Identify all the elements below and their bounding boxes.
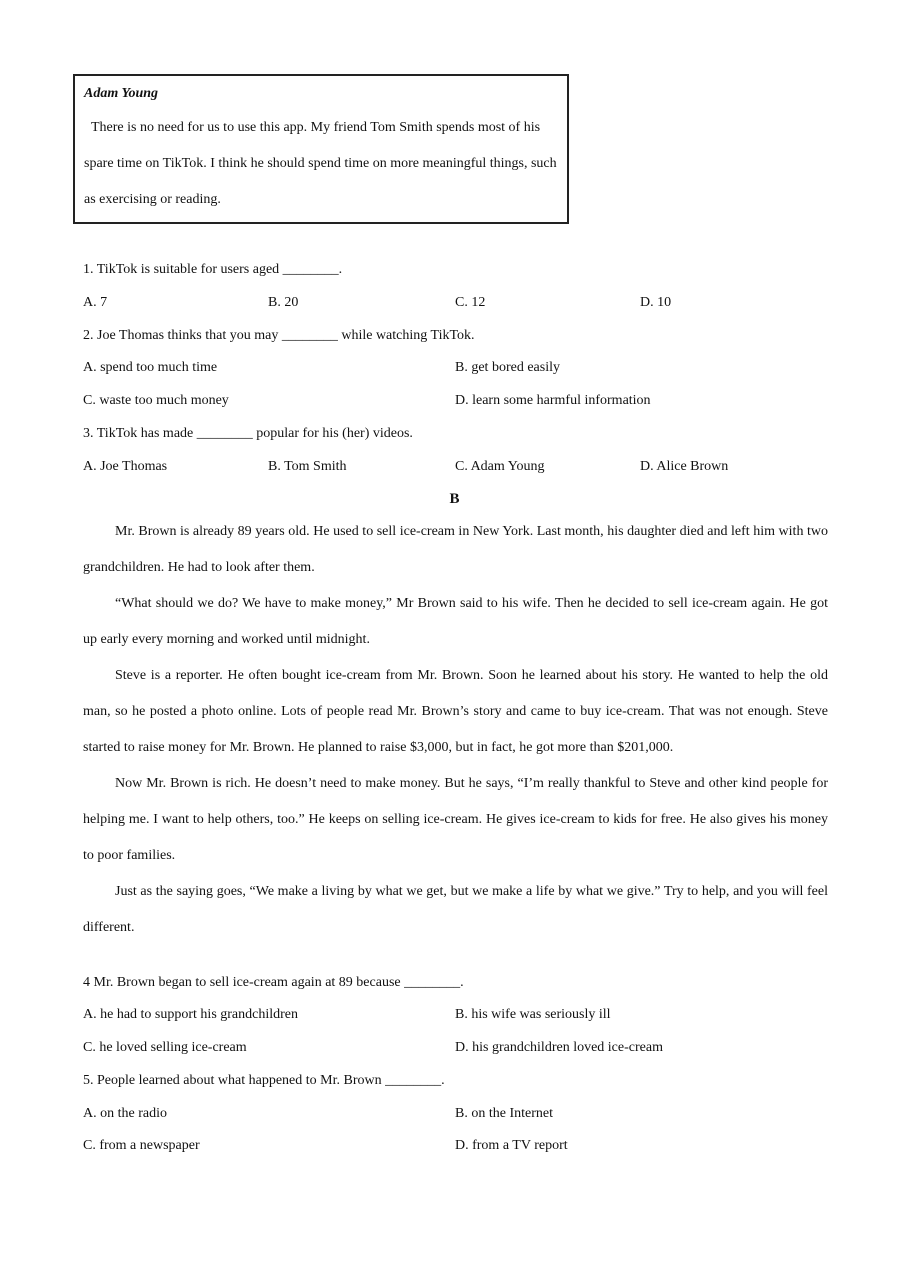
opinion-author: Adam Young [84, 86, 159, 101]
question-4-option-d[interactable]: D. his grandchildren loved ice-cream [455, 1040, 663, 1055]
question-5-option-a[interactable]: A. on the radio [83, 1106, 167, 1121]
opinion-text: There is no need for us to use this app. My friend Tom Smith spends most of his spare time on TikTok. I think he should spend time on more meaningful things, such as exercising or reading. [84, 120, 557, 207]
passage-paragraph-3: Steve is a reporter. He often bought ice-cream from Mr. Brown. Soon he learned about his story. He wanted to help the old man, so he posted a photo online. Lots of people read Mr. Brown’s story and came to buy ice-cream. That was not enough. Steve started to raise money for Mr. Brown. He planned to raise $3,000, but in fact, he got more than $201,000. [83, 668, 828, 755]
section-b-passage [83, 514, 828, 946]
question-3-stem: 3. TikTok has made ________ popular for his (her) videos. [83, 426, 413, 441]
passage-paragraph-2: “What should we do? We have to make money,” Mr Brown said to his wife. Then he decided to sell ice-cream again. He got up early every morning and worked until midnight. [83, 596, 828, 647]
passage-paragraph-5: Just as the saying goes, “We make a living by what we get, but we make a life by what we give.” Try to help, and you will feel different. [83, 884, 828, 935]
question-3-option-a[interactable]: A. Joe Thomas [83, 459, 168, 474]
question-5-stem: 5. People learned about what happened to Mr. Brown ________. [83, 1073, 445, 1088]
question-2-stem: 2. Joe Thomas thinks that you may ________ while watching TikTok. [83, 328, 475, 343]
question-5-option-d[interactable]: D. from a TV report [455, 1138, 568, 1153]
question-5-option-b[interactable]: B. on the Internet [455, 1106, 553, 1121]
opinion-box [73, 74, 569, 224]
question-4-option-a[interactable]: A. he had to support his grandchildren [83, 1007, 299, 1022]
question-3-option-b[interactable]: B. Tom Smith [268, 459, 347, 474]
question-1-option-b[interactable]: B. 20 [268, 295, 299, 310]
question-2-option-d[interactable]: D. learn some harmful information [455, 393, 651, 408]
question-2-option-a[interactable]: A. spend too much time [83, 360, 218, 375]
question-4-option-c[interactable]: C. he loved selling ice-cream [83, 1040, 247, 1055]
passage-paragraph-1: Mr. Brown is already 89 years old. He used to sell ice-cream in New York. Last month, his daughter died and left him with two grandchildren. He had to look after them. [83, 524, 828, 575]
question-4-option-b[interactable]: B. his wife was seriously ill [455, 1007, 611, 1022]
question-1-option-a[interactable]: A. 7 [83, 295, 108, 310]
question-3-option-d[interactable]: D. Alice Brown [640, 459, 729, 474]
question-1-option-c[interactable]: C. 12 [455, 295, 486, 310]
question-5-option-c[interactable]: C. from a newspaper [83, 1138, 200, 1153]
question-3-option-c[interactable]: C. Adam Young [455, 459, 545, 474]
section-b-title: B [449, 491, 460, 507]
question-2-option-b[interactable]: B. get bored easily [455, 360, 560, 375]
question-1-stem: 1. TikTok is suitable for users aged ________. [83, 262, 343, 277]
question-1-option-d[interactable]: D. 10 [640, 295, 672, 310]
question-4-stem: 4 Mr. Brown began to sell ice-cream again at 89 because ________. [83, 975, 464, 990]
question-2-option-c[interactable]: C. waste too much money [83, 393, 229, 408]
passage-paragraph-4: Now Mr. Brown is rich. He doesn’t need to make money. But he says, “I’m really thankful to Steve and other kind people for helping me. I want to help others, too.” He keeps on selling ice-cream. He gives ice-cream to kids for free. He also gives his money to poor families. [83, 776, 828, 863]
